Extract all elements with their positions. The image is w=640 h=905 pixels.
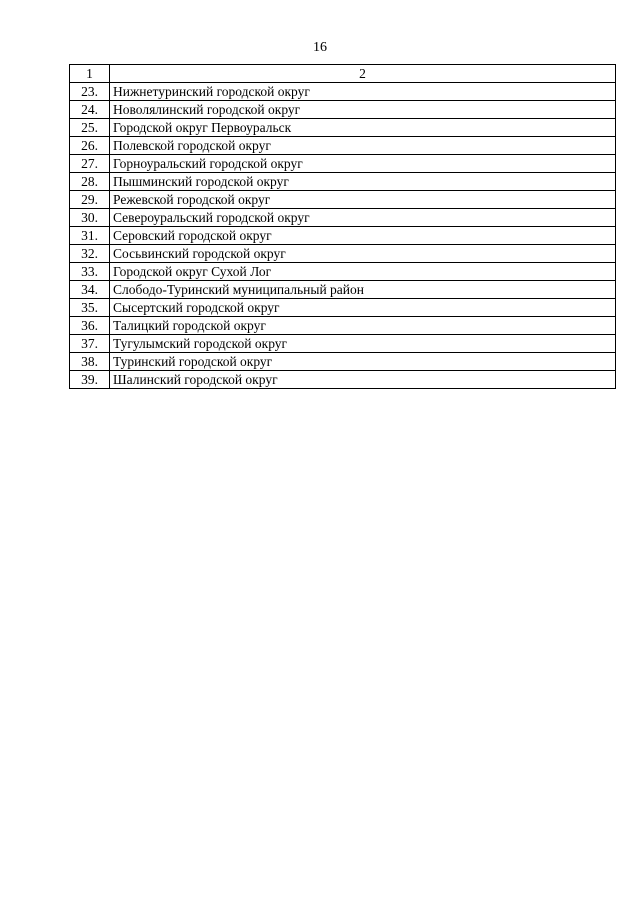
row-number: 39.: [70, 371, 110, 389]
table-row: [70, 101, 616, 119]
row-name: Туринский городской округ: [110, 353, 616, 371]
row-name: Серовский городской округ: [110, 227, 616, 245]
row-number: 35.: [70, 299, 110, 317]
table-row: [70, 353, 616, 371]
row-name: Сосьвинский городской округ: [110, 245, 616, 263]
row-number: 31.: [70, 227, 110, 245]
row-name: Нижнетуринский городской округ: [110, 83, 616, 101]
row-number: 34.: [70, 281, 110, 299]
row-number: 32.: [70, 245, 110, 263]
row-name: Талицкий городской округ: [110, 317, 616, 335]
row-number: 38.: [70, 353, 110, 371]
table-row: [70, 263, 616, 281]
page-number: 16: [313, 40, 327, 55]
header-col-1: 1: [70, 65, 110, 83]
table-row: [70, 173, 616, 191]
row-name: Городской округ Первоуральск: [110, 119, 616, 137]
table-row: [70, 371, 616, 389]
row-name: Полевской городской округ: [110, 137, 616, 155]
row-name: Режевской городской округ: [110, 191, 616, 209]
row-number: 25.: [70, 119, 110, 137]
table-row: [70, 299, 616, 317]
row-name: Слободо-Туринский муниципальный район: [110, 281, 616, 299]
row-name: Горноуральский городской округ: [110, 155, 616, 173]
table-row: [70, 155, 616, 173]
row-name: Городской округ Сухой Лог: [110, 263, 616, 281]
header-col-2: 2: [110, 65, 616, 83]
table-row: [70, 317, 616, 335]
row-name: Сысертский городской округ: [110, 299, 616, 317]
row-name: Североуральский городской округ: [110, 209, 616, 227]
table-row: [70, 245, 616, 263]
table-header: [70, 65, 616, 83]
row-number: 29.: [70, 191, 110, 209]
table-body: [70, 83, 616, 389]
row-number: 26.: [70, 137, 110, 155]
table-row: [70, 335, 616, 353]
row-number: 24.: [70, 101, 110, 119]
row-number: 33.: [70, 263, 110, 281]
table-row: [70, 281, 616, 299]
row-number: 27.: [70, 155, 110, 173]
table-row: [70, 209, 616, 227]
row-number: 23.: [70, 83, 110, 101]
table-row: [70, 227, 616, 245]
row-number: 28.: [70, 173, 110, 191]
row-name: Тугулымский городской округ: [110, 335, 616, 353]
row-number: 30.: [70, 209, 110, 227]
row-name: Пышминский городской округ: [110, 173, 616, 191]
table-row: [70, 119, 616, 137]
regions-table: [69, 64, 616, 389]
row-number: 36.: [70, 317, 110, 335]
row-number: 37.: [70, 335, 110, 353]
header-row: [70, 65, 616, 83]
row-name: Новолялинский городской округ: [110, 101, 616, 119]
table-row: [70, 137, 616, 155]
row-name: Шалинский городской округ: [110, 371, 616, 389]
table-row: [70, 83, 616, 101]
table-row: [70, 191, 616, 209]
